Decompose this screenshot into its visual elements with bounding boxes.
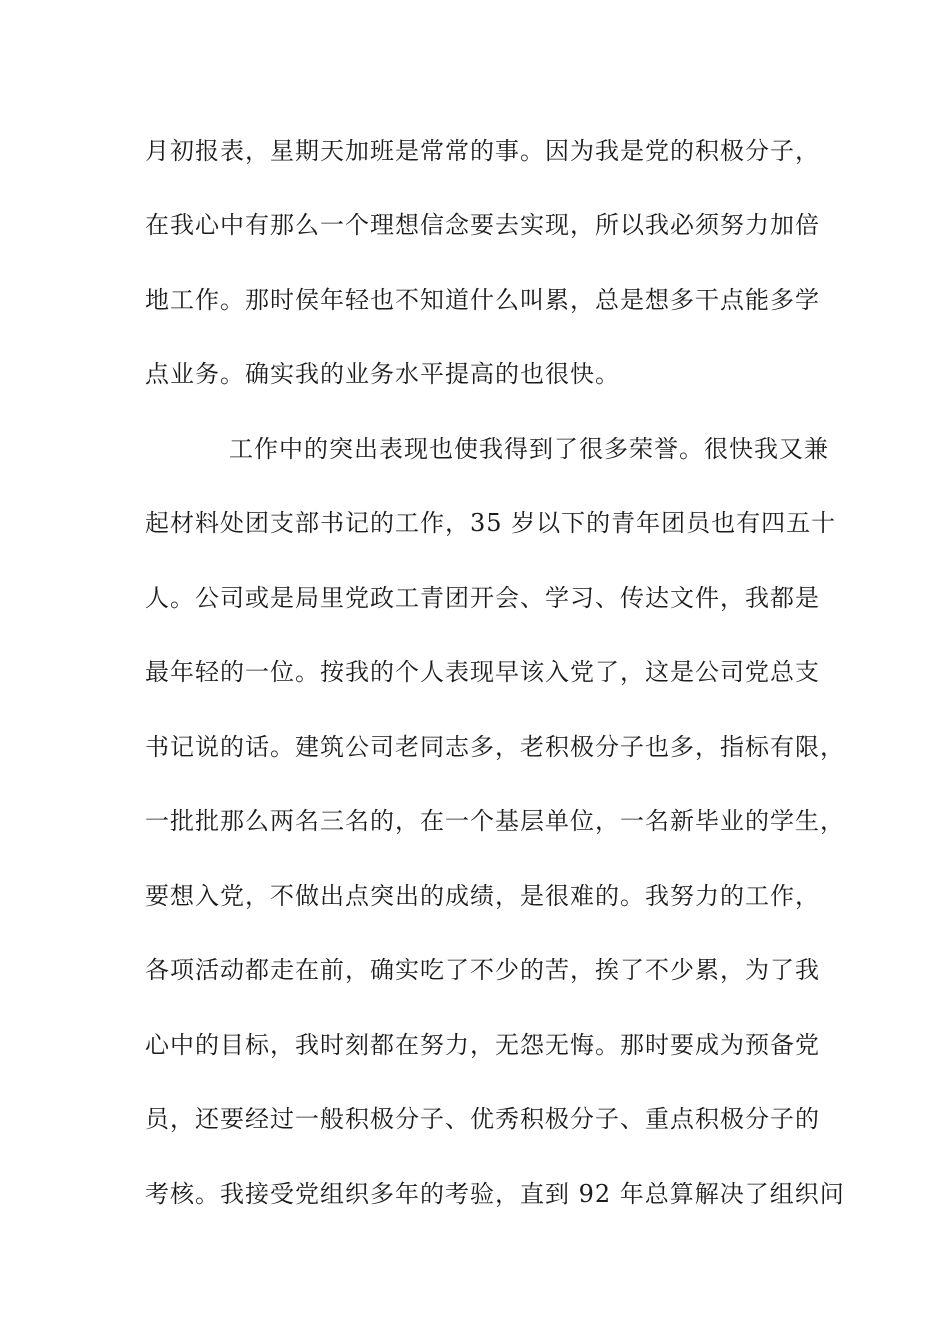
text-line: 心中的目标，我时刻都在努力，无怨无悔。那时要成为预备党 [145,1031,820,1059]
text-line: 地工作。那时侯年轻也不知道什么叫累，总是想多干点能多学 [145,286,820,314]
text-line: 在我心中有那么一个理想信念要去实现，所以我必须努力加倍 [145,211,820,239]
text-line: 人。公司或是局里党政工青团开会、学习、传达文件，我都是 [145,584,820,612]
text-line: 考核。我接受党组织多年的考验，直到 92 年总算解决了组织问 [145,1180,845,1208]
text-line: 书记说的话。建筑公司老同志多，老积极分子也多，指标有限， [145,733,845,761]
paragraph-first-line: 工作中的突出表现也使我得到了很多荣誉。很快我又兼 [229,435,829,463]
text-line: 各项活动都走在前，确实吃了不少的苦，挨了不少累，为了我 [145,956,820,984]
text-line: 员，还要经过一般积极分子、优秀积极分子、重点积极分子的 [145,1105,820,1133]
text-line: 起材料处团支部书记的工作，35 岁以下的青年团员也有四五十 [145,509,837,537]
text-line: 最年轻的一位。按我的个人表现早该入党了，这是公司党总支 [145,658,820,686]
text-line: 点业务。确实我的业务水平提高的也很快。 [145,360,620,388]
text-line: 月初报表，星期天加班是常常的事。因为我是党的积极分子， [145,137,820,165]
text-line: 一批批那么两名三名的，在一个基层单位，一名新毕业的学生， [145,807,845,835]
text-line: 要想入党，不做出点突出的成绩，是很难的。我努力的工作， [145,882,820,910]
